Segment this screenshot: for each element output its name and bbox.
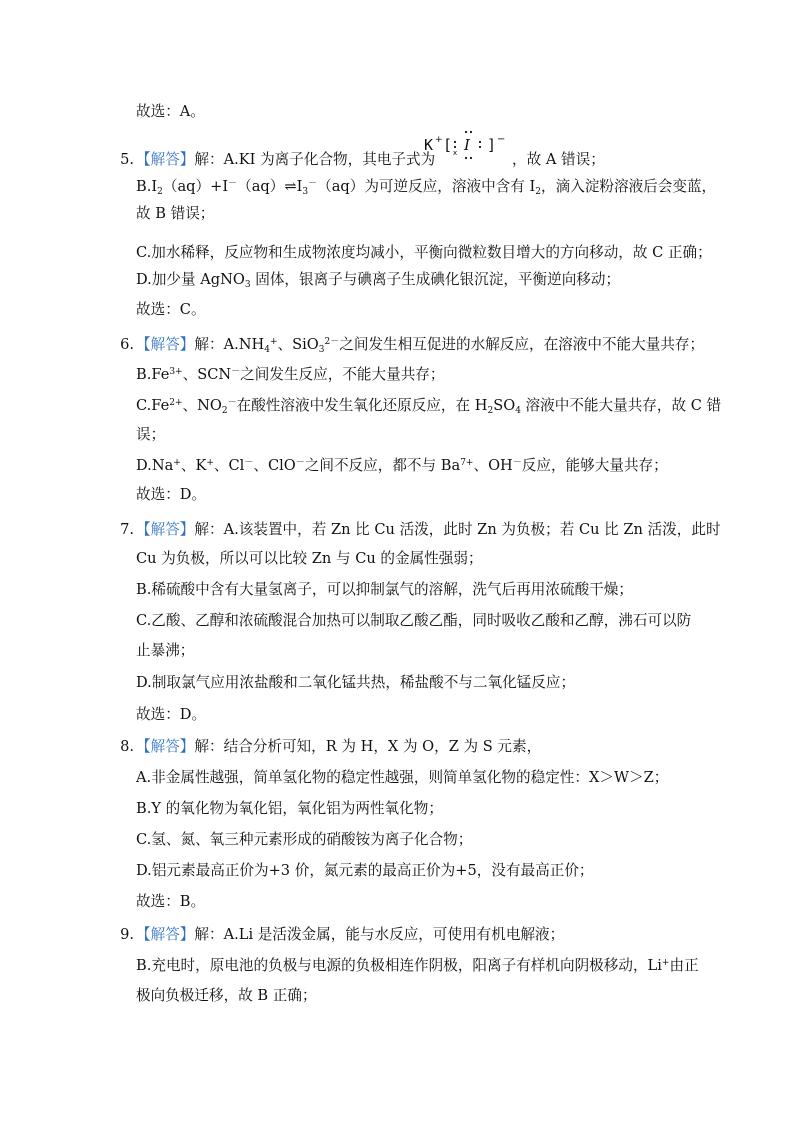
option-c-line: C.氢、氮、氧三种元素形成的硝酸铵为离子化合物； <box>136 831 473 848</box>
option-c-line-2: 误； <box>136 426 166 443</box>
ki-electron-formula-svg <box>424 128 510 162</box>
answer-line <box>136 150 435 170</box>
svg-text:K: K <box>424 136 434 154</box>
option-b-line-2: 故 B 错误； <box>136 205 215 222</box>
answer-tag: 【解答】 <box>136 336 195 353</box>
option-b-line: $B.Fe^{3+}$、SCN－之间发生反应，不能大量共存； <box>136 366 445 383</box>
option-c-line: C.加水稀释，反应物和生成物浓度均减小，平衡向微粒数目增大的方向移动，故 C 正确； <box>136 244 712 261</box>
answer-line <box>136 520 721 540</box>
answer-text: 解：结合分析可知，R 为 H，X 为 O，Z 为 S 元素， <box>194 738 542 755</box>
svg-text:x: x <box>453 149 458 157</box>
choice-line: 故选：A。 <box>136 103 205 120</box>
option-c-line: $C.Fe^{2+}$、$NO_2^-$在酸性溶液中发生氧化还原反应，在 $H_2SO_4$ 溶液中不能大量共存，故 C 错 <box>136 397 722 416</box>
answer-text: 解：A.Li 是活泼金属，能与水反应，可使用有机电解液； <box>194 926 565 943</box>
choice-line: 故选：D。 <box>136 486 207 503</box>
answer-tag: 【解答】 <box>136 926 195 943</box>
svg-text:+: + <box>435 135 443 145</box>
option-d-line: D.制取氯气应用浓盐酸和二氧化锰共热，稀盐酸不与二氧化锰反应； <box>136 674 576 691</box>
answer-line-2: Cu 为负极，所以可以比较 Zn 与 Cu 的金属性强弱； <box>136 550 483 567</box>
option-b-line: B.Y 的氧化物为氧化铝，氧化铝为两性氧化物； <box>136 800 443 817</box>
answer-tag: 【解答】 <box>136 738 195 755</box>
svg-text:−: − <box>497 134 506 145</box>
answer-line: 【解答】解：$A.NH_4^+$、SiO$_3^{2-}$之间发生相互促进的水解反应，在溶液中不能大量共存； <box>136 336 705 355</box>
svg-text:[: [ <box>443 136 453 154</box>
choice-line: 故选：C。 <box>136 301 206 318</box>
question-number: 5. <box>120 151 134 168</box>
svg-text:]: ] <box>487 136 497 154</box>
question-number: 8. <box>120 738 134 755</box>
option-c-line-2: 止暴沸； <box>136 642 195 659</box>
option-b-line-2: 极向负极迁移，故 B 正确； <box>136 987 317 1004</box>
option-b-line: B.充电时，原电池的负极与电源的负极相连作阴极，阳离子有样机向阴极移动，Li+由正 <box>136 957 699 974</box>
svg-text:I: I <box>464 136 470 154</box>
question-number: 7. <box>120 521 134 538</box>
option-b-line: B.稀硫酸中含有大量氢离子，可以抑制氯气的溶解，洗气后再用浓硫酸干燥； <box>136 581 633 598</box>
answer-tag: 【解答】 <box>136 151 195 168</box>
question-number: 9. <box>120 926 134 943</box>
answer-line <box>136 737 541 757</box>
ki-electron-formula <box>424 128 510 166</box>
answer-text: 解：A.KI 为离子化合物，其电子式为 <box>194 151 436 168</box>
choice-line: 故选：D。 <box>136 706 207 723</box>
answer-text: 解：A.该装置中，若 Zn 比 Cu 活泼，此时 Zn 为负极；若 Cu 比 Zn 活泼，此时 <box>194 521 721 538</box>
option-c-line: C.乙酸、乙醇和浓硫酸混合加热可以制取乙酸乙酯，同时吸收乙酸和乙醇，沸石可以防 <box>136 612 692 629</box>
option-d-line: D.铝元素最高正价为+3 价，氮元素的最高正价为+5，没有最高正价； <box>136 862 594 879</box>
choice-line: 故选：B。 <box>136 893 206 910</box>
option-d-line: D.Na+、K+、Cl－、ClO－之间不反应，都不与 $Ba^{7+}$、OH－反应，能够大量共存； <box>136 457 668 474</box>
question-number: 6. <box>120 336 134 353</box>
option-d-line: D.加少量 AgNO$_3$ 固体，银离子与碘离子生成碘化银沉淀，平衡逆向移动； <box>136 271 621 290</box>
option-a-line: A.非金属性越强，简单氢化物的稳定性越强，则简单氢化物的稳定性：X＞W＞Z； <box>136 769 669 786</box>
answer-tag: 【解答】 <box>136 521 195 538</box>
answer-text: ，故 A 错误； <box>512 151 605 168</box>
answer-line <box>136 925 564 945</box>
option-b-line: $B.I_2(aq)+I^-(aq)\rightleftharpoons I_3^-(aq)$为可逆反应，溶液中含有 $I_2$，滴入淀粉溶液后会变蓝， <box>136 178 717 197</box>
